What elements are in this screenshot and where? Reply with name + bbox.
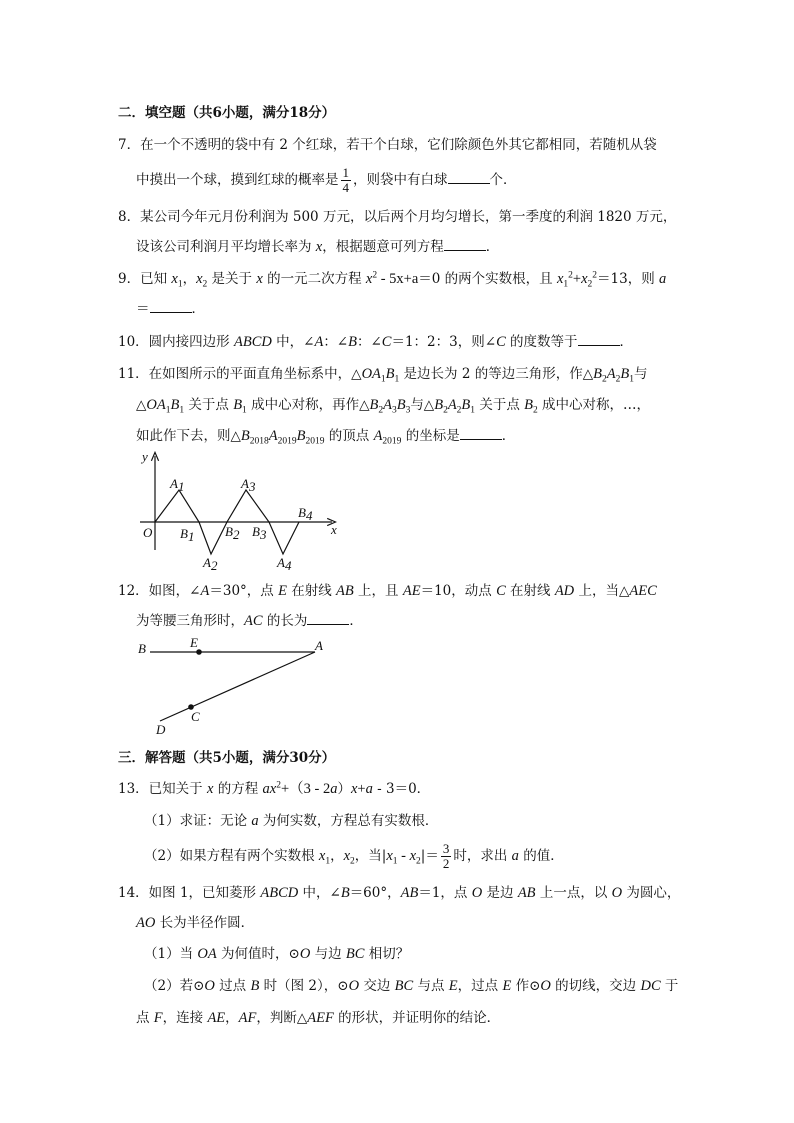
q11-l3-s2018: 2018 bbox=[249, 436, 269, 447]
q11-l2-b3: B bbox=[396, 397, 406, 413]
q11-l3-b: B bbox=[240, 428, 250, 444]
q9-sum-x2: x bbox=[581, 271, 588, 287]
q12-label-c: C bbox=[191, 709, 200, 724]
q11-text-l3c: 的坐标是 bbox=[401, 428, 460, 444]
q11-l2-s2c: 2 bbox=[456, 405, 462, 416]
q11-text-l2e: 关于点 bbox=[475, 397, 525, 413]
q11-l2-b1: B bbox=[233, 397, 243, 413]
q14-bc: BC bbox=[345, 946, 365, 962]
q12-line2 bbox=[136, 612, 363, 630]
q11-l2-b1b: B bbox=[461, 397, 471, 413]
q10-angle-b: B bbox=[348, 334, 357, 350]
q11-label-b1: B1 bbox=[180, 526, 195, 544]
q12-figure bbox=[138, 635, 323, 737]
q9-line1: 9．已知 $x_1$，$x_2$ 是关于 x 的一元二次方程 $x^2 - 5x+a=0$ 的两个实数根，且 $x_1^2+x_2^2=13$，则 a bbox=[118, 270, 667, 290]
q14-p2-text-g: 作⊙ bbox=[511, 978, 541, 994]
q10-angle-c: C bbox=[381, 334, 392, 350]
q14-part1 bbox=[144, 945, 409, 963]
q11-l2-b2b: B bbox=[434, 397, 444, 413]
q11-l2-s3b: 3 bbox=[405, 405, 411, 416]
q7-frac-den: 4 bbox=[342, 180, 349, 195]
q14-p1-o: O bbox=[299, 946, 311, 962]
q11-text-l2d: 与△ bbox=[410, 397, 435, 413]
q11-l2-b: B bbox=[170, 397, 180, 413]
q12-ae: AE bbox=[402, 583, 421, 599]
q13-p2-s1b: 1 bbox=[392, 856, 398, 867]
q13-text-b: 的方程 bbox=[213, 781, 263, 797]
q14-part2-line1 bbox=[144, 977, 678, 995]
q12-text-l2b: 的长为 bbox=[262, 613, 308, 629]
q14-text-a: 14．如图 1，已知菱形 bbox=[118, 885, 261, 901]
q13-sq: 2 bbox=[276, 780, 281, 791]
q14-p2-o: O bbox=[204, 978, 215, 994]
q13-p1-text-a: （1）求证：无论 bbox=[144, 813, 252, 829]
q9-eq-sign: ＝ bbox=[136, 301, 150, 317]
q13-text-c: +（3 - 2 bbox=[280, 781, 331, 797]
q8-text-a: 设该公司利润月平均增长率为 bbox=[136, 239, 316, 255]
q10-end: ． bbox=[619, 334, 634, 350]
q10-text-b: 中，∠ bbox=[271, 334, 315, 350]
q9-x2: x bbox=[196, 271, 203, 287]
q14-p3-text-a: 点 bbox=[136, 1010, 154, 1026]
q9-sum-p2: 2 bbox=[592, 270, 598, 281]
q13-line1 bbox=[118, 780, 430, 798]
q11-b2: B bbox=[593, 366, 602, 382]
q14-p2-text-b: 过点 bbox=[214, 978, 251, 994]
q13-p2-a: a bbox=[511, 848, 519, 864]
q11-label-a4: A4 bbox=[277, 555, 292, 573]
q14-oa: OA bbox=[197, 946, 217, 962]
q11-label-b3: B3 bbox=[252, 524, 267, 542]
q14-p2-e2: E bbox=[502, 978, 512, 994]
q13-p1-text-b: 为何实数，方程总有实数根． bbox=[258, 813, 439, 829]
q9-text-c: 的一元二次方程 bbox=[262, 271, 366, 287]
q12-label-d: D bbox=[156, 722, 166, 737]
q7-text-b: ，则袋中有白球 bbox=[353, 172, 448, 188]
q14-p2-text-f: ，过点 bbox=[457, 978, 503, 994]
q9-text-b: 是关于 bbox=[207, 271, 257, 287]
q14-line2 bbox=[136, 914, 254, 932]
q11-label-a3: A3 bbox=[241, 476, 256, 494]
q9-x1: x bbox=[171, 271, 178, 287]
q14-abcd: ABCD bbox=[260, 885, 299, 901]
q13-p2-text-a: （2）如果方程有两个实数根 bbox=[144, 848, 319, 864]
q9-sum-s1: 1 bbox=[563, 279, 569, 290]
q14-line1 bbox=[118, 884, 680, 902]
q14-text-b: 中，∠ bbox=[298, 885, 341, 901]
q9-eq-zero: ＝0 的两个实数根，且 bbox=[418, 271, 557, 287]
q11-label-y: y bbox=[142, 449, 148, 464]
q11-l2-s1c: 1 bbox=[242, 405, 247, 416]
q7-frac-num: 1 bbox=[342, 165, 349, 180]
q12-angle-a: A bbox=[200, 583, 210, 599]
q12-label-a: A bbox=[315, 638, 323, 653]
q12-e: E bbox=[278, 583, 287, 599]
q10-angle-a: A bbox=[314, 334, 324, 350]
q12-ad: AD bbox=[554, 583, 575, 599]
q11-l3-s2019: 2019 bbox=[277, 436, 297, 447]
q13-a2: a bbox=[365, 781, 373, 797]
q14-ab: AB bbox=[400, 885, 419, 901]
q12-end: ． bbox=[349, 613, 363, 629]
q9-x: x bbox=[256, 271, 263, 287]
q13-p2-s2: 2 bbox=[350, 856, 355, 867]
q12-text-d: 上，且 bbox=[353, 583, 403, 599]
q10-text-a: 10．圆内接四边形 bbox=[118, 334, 234, 350]
q13-part1 bbox=[144, 812, 438, 830]
q13-part2: （2）如果方程有两个实数根 $x_1$，$x_2$，当$|x_1 - x_2|=$ $\frac{3}{2}$ 时，求出 a 的值． bbox=[144, 841, 564, 871]
q9-sub1: 1 bbox=[177, 279, 183, 290]
q13-a: a bbox=[330, 781, 338, 797]
q11-oa-2: OA bbox=[146, 397, 166, 413]
q12-label-e: E bbox=[190, 635, 198, 650]
q11-b: B bbox=[385, 366, 395, 382]
q10-text-c: ：∠ bbox=[323, 334, 349, 350]
q13-x2: x bbox=[350, 781, 358, 797]
q13-text-f: - 3＝0． bbox=[372, 781, 431, 797]
q14-p3-aef: AEF bbox=[307, 1010, 334, 1026]
q11-l3-s2019b: 2019 bbox=[305, 436, 325, 447]
q10-angle-c2: C bbox=[496, 334, 506, 350]
q11-l3-a2: A bbox=[373, 428, 383, 444]
q14-p3-text-c: ， bbox=[225, 1010, 239, 1026]
q14-text-d: ＝1，点 bbox=[418, 885, 472, 901]
q11-l2-s2d: 2 bbox=[532, 405, 538, 416]
q13-p2-x1b: x bbox=[386, 848, 393, 864]
q13-p2-x1: x bbox=[318, 848, 326, 864]
q11-tri: △ bbox=[136, 397, 147, 413]
q12-line1 bbox=[118, 582, 657, 600]
q11-label-a2: A2 bbox=[203, 555, 218, 573]
q11-text-l3b: 的顶点 bbox=[324, 428, 374, 444]
q14-p3-af: AF bbox=[238, 1010, 257, 1026]
q11-text-l3a: 如此作下去，则△ bbox=[136, 428, 241, 444]
q13-frac-num: 3 bbox=[442, 841, 450, 856]
q11-s1c: 1 bbox=[629, 374, 634, 385]
q14-p2-text-e: 与点 bbox=[413, 978, 449, 994]
q13-text-d: ） bbox=[337, 781, 351, 797]
q8-line1: 8．某公司今年元月份利润为 500 万元，以后两个月均匀增长，第一季度的利润 1820 万元， bbox=[118, 209, 677, 225]
q11-a2: A bbox=[606, 366, 616, 382]
q12-c: C bbox=[496, 583, 506, 599]
q7-line1: 7．在一个不透明的袋中有 2 个红球，若干个白球，它们除颜色外其它都相同，若随机从袋 bbox=[118, 137, 657, 153]
q12-text-c: 在射线 bbox=[286, 583, 337, 599]
q13-ax: ax bbox=[262, 781, 277, 797]
q14-p1-text-c: 与边 bbox=[310, 946, 346, 962]
q11-l2-s2: 2 bbox=[378, 405, 384, 416]
q10-text-d: ：∠ bbox=[356, 334, 382, 350]
q11-text-l2f: 成中心对称，…， bbox=[537, 397, 651, 413]
q11-s1: 1 bbox=[380, 374, 386, 385]
q14-p2-bc: BC bbox=[394, 978, 414, 994]
q12-text-a: 12．如图，∠ bbox=[118, 583, 201, 599]
q13-p2-x2: x bbox=[343, 848, 351, 864]
q11-l2-s2b: 2 bbox=[443, 405, 448, 416]
q9-eq-x: x bbox=[365, 271, 373, 287]
q14-p1-text-b: 为何值时，⊙ bbox=[216, 946, 300, 962]
q9-eq-rest: - 5x+a bbox=[377, 271, 419, 287]
q14-text-e: 是边 bbox=[482, 885, 518, 901]
q9-text-a: 9．已知 bbox=[118, 271, 172, 287]
q14-p2-dc: DC bbox=[640, 978, 661, 994]
q12-text-f: 在射线 bbox=[505, 583, 555, 599]
q13-p2-text-d: |＝ bbox=[420, 848, 439, 864]
q9-sq: 2 bbox=[372, 270, 378, 281]
q11-label-a1: A1 bbox=[170, 476, 185, 494]
q9-sum-p1: 2 bbox=[568, 270, 573, 281]
q13-p2-minus: - bbox=[397, 848, 410, 864]
q13-p2-text-b: ，当| bbox=[354, 848, 387, 864]
q9-var-a: a bbox=[659, 271, 667, 287]
q11-text-l2c: 成中心对称，再作△ bbox=[246, 397, 370, 413]
q14-p2-o2: O bbox=[348, 978, 360, 994]
q12-ray-ad bbox=[160, 652, 315, 721]
q13-plus: + bbox=[357, 781, 366, 797]
q9-sum-s2: 2 bbox=[587, 279, 593, 290]
q13-p2-s2b: 2 bbox=[416, 856, 421, 867]
q11-l2-s1d: 1 bbox=[470, 405, 476, 416]
q14-text-f: 上一点，以 bbox=[535, 885, 612, 901]
q10-abcd: ABCD bbox=[233, 334, 272, 350]
q14-p3-f: F bbox=[153, 1010, 163, 1026]
q12-label-b: B bbox=[138, 641, 146, 656]
q14-p2-b: B bbox=[250, 978, 260, 994]
q11-label-x: x bbox=[331, 522, 337, 537]
q13-text-a: 13．已知关于 bbox=[118, 781, 207, 797]
q11-s2b: 2 bbox=[615, 374, 621, 385]
q14-text-g: 为圆心， bbox=[622, 885, 681, 901]
q11-oa: OA bbox=[361, 366, 381, 382]
q14-p1-text-a: （1）当 bbox=[144, 946, 198, 962]
q11-l2-s1: 1 bbox=[165, 405, 171, 416]
q11-text-a: 11．在如图所示的平面直角坐标系中，△ bbox=[118, 366, 362, 382]
q13-p2-text-f: 的值． bbox=[518, 848, 564, 864]
q14-ao: AO bbox=[136, 915, 156, 931]
q14-text-c: ＝60°， bbox=[349, 885, 401, 901]
q14-p3-ae: AE bbox=[207, 1010, 226, 1026]
q11-text-c: 与 bbox=[633, 366, 648, 382]
q12-text-e: ＝10，动点 bbox=[420, 583, 497, 599]
q14-p3-text-d: ，判断△ bbox=[256, 1010, 308, 1026]
q13-fraction bbox=[441, 842, 452, 871]
q11-text-l2b: 关于点 bbox=[184, 397, 234, 413]
q11-end: ． bbox=[501, 428, 516, 444]
q14-o2: O bbox=[611, 885, 623, 901]
q12-point-e bbox=[196, 649, 202, 655]
q14-angle-b: B bbox=[340, 885, 350, 901]
q14-p2-text-c: 时（图 2），⊙ bbox=[259, 978, 349, 994]
q14-ab2: AB bbox=[517, 885, 536, 901]
q7-text-a: 中摸出一个球，摸到红球的概率是 bbox=[136, 172, 339, 188]
q11-l3-a: A bbox=[268, 428, 278, 444]
q14-p1-text-d: 相切？ bbox=[364, 946, 410, 962]
q11-text-b: 是边长为 2 的等边三角形，作△ bbox=[399, 366, 594, 382]
q12-ac: AC bbox=[244, 613, 263, 629]
q11-l2-b2c: B bbox=[524, 397, 533, 413]
q9-end: ． bbox=[191, 301, 205, 317]
q9-sub2: 2 bbox=[202, 279, 208, 290]
q14-p2-o3: O bbox=[540, 978, 551, 994]
q11-l2-a2: A bbox=[447, 397, 457, 413]
q11-l3-s2019c: 2019 bbox=[382, 436, 402, 447]
q7-text-c: 个． bbox=[489, 172, 517, 188]
q8-text-c: ，根据题意可列方程 bbox=[322, 239, 444, 255]
q9-sum-eq: ＝13，则 bbox=[597, 271, 659, 287]
q12-ab: AB bbox=[336, 583, 354, 599]
q11-l2-a3: A bbox=[383, 397, 392, 413]
q11-l3-b2: B bbox=[296, 428, 306, 444]
q13-p2-s1: 1 bbox=[325, 856, 331, 867]
q14-p2-text-h: 的切线，交边 bbox=[550, 978, 641, 994]
q13-frac-den: 2 bbox=[442, 856, 450, 871]
section-title-solutions: 三．解答题（共5小题，满分30分） bbox=[118, 750, 336, 766]
q12-answer-blank[interactable] bbox=[307, 612, 349, 625]
q11-l2-s1b: 1 bbox=[179, 405, 185, 416]
q10-text-f: 的度数等于 bbox=[505, 334, 578, 350]
q14-p3-text-e: 的形状，并证明你的结论． bbox=[333, 1010, 501, 1026]
q8-var-x: x bbox=[315, 239, 323, 255]
q9-sum-x1: x bbox=[556, 271, 564, 287]
q11-s2: 2 bbox=[601, 374, 607, 385]
q12-aec: AEC bbox=[629, 583, 657, 599]
q14-p2-text-i: 于 bbox=[660, 978, 679, 994]
q11-label-o: O bbox=[143, 525, 153, 540]
q13-p2-text-e: 时，求出 bbox=[453, 848, 512, 864]
q13-p2-x2b: x bbox=[409, 848, 417, 864]
q11-s1b: 1 bbox=[394, 374, 400, 385]
q11-b1: B bbox=[620, 366, 630, 382]
q14-text-l2: 长为半径作圆． bbox=[155, 915, 255, 931]
q11-l2-b2: B bbox=[369, 397, 379, 413]
q14-p2-text-d: 交边 bbox=[359, 978, 395, 994]
q11-label-b4: B4 bbox=[298, 505, 313, 523]
q12-text-b: ＝30°，点 bbox=[209, 583, 279, 599]
q14-p3-text-b: ，连接 bbox=[162, 1010, 208, 1026]
q12-text-l2a: 为等腰三角形时， bbox=[136, 613, 244, 629]
section-title-fill-in: 二．填空题（共6小题，满分18分） bbox=[118, 105, 336, 121]
q13-x: x bbox=[206, 781, 214, 797]
q13-p1-a: a bbox=[251, 813, 259, 829]
q10-text-e: ＝1：2：3，则∠ bbox=[391, 334, 497, 350]
q11-l2-s3: 3 bbox=[391, 405, 397, 416]
q11-label-b2: B2 bbox=[225, 524, 240, 542]
q14-part2-line2 bbox=[136, 1009, 500, 1027]
q12-text-g: 上，当△ bbox=[574, 583, 630, 599]
q14-p2-text-a: （2）若⊙ bbox=[144, 978, 205, 994]
q14-o: O bbox=[471, 885, 483, 901]
q8-text-d: ． bbox=[485, 239, 500, 255]
q9-sep: ， bbox=[182, 271, 197, 287]
q14-p2-e: E bbox=[448, 978, 458, 994]
